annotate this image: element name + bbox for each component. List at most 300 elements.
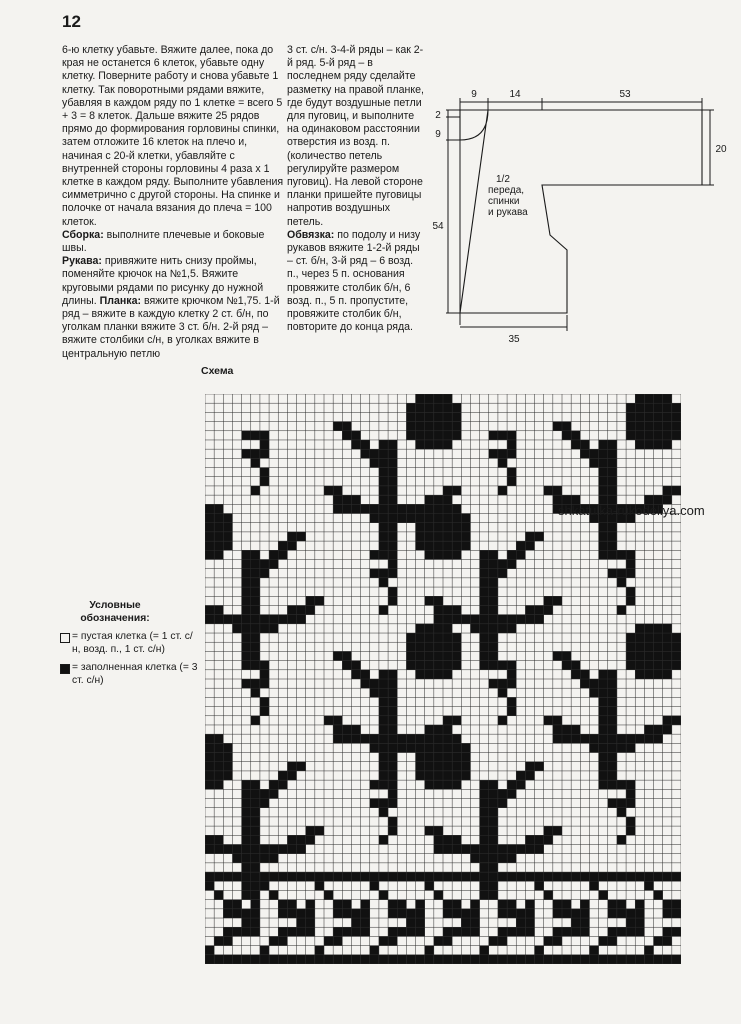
filled-cell bbox=[608, 762, 617, 771]
filled-cell bbox=[361, 504, 370, 513]
filled-cell bbox=[452, 523, 461, 532]
filled-cell bbox=[608, 734, 617, 743]
filled-cell bbox=[333, 422, 342, 431]
filled-cell bbox=[287, 771, 296, 780]
filled-cell bbox=[535, 835, 544, 844]
filled-cell bbox=[535, 844, 544, 853]
filled-cell bbox=[242, 615, 251, 624]
filled-cell bbox=[333, 495, 342, 504]
filled-cell bbox=[214, 780, 223, 789]
filled-cell bbox=[443, 734, 452, 743]
filled-cell bbox=[434, 753, 443, 762]
filled-cell bbox=[498, 854, 507, 863]
filled-cell bbox=[205, 734, 214, 743]
filled-cell bbox=[452, 412, 461, 421]
filled-cell bbox=[388, 550, 397, 559]
filled-cell bbox=[242, 780, 251, 789]
filled-cell bbox=[251, 605, 260, 614]
filled-cell bbox=[672, 403, 681, 412]
filled-cell bbox=[425, 394, 434, 403]
filled-cell bbox=[443, 753, 452, 762]
filled-cell bbox=[251, 890, 260, 899]
filled-cell bbox=[342, 431, 351, 440]
filled-cell bbox=[434, 605, 443, 614]
filled-cell bbox=[608, 780, 617, 789]
filled-cell bbox=[434, 651, 443, 660]
filled-cell bbox=[507, 789, 516, 798]
filled-cell bbox=[260, 559, 269, 568]
text-column-left bbox=[62, 44, 284, 361]
filled-cell bbox=[635, 670, 644, 679]
filled-cell bbox=[333, 936, 342, 945]
filled-cell bbox=[388, 826, 397, 835]
filled-cell bbox=[370, 514, 379, 523]
filled-cell bbox=[379, 743, 388, 752]
filled-cell bbox=[580, 900, 589, 909]
filled-cell bbox=[406, 872, 415, 881]
filled-cell bbox=[626, 431, 635, 440]
filled-cell bbox=[635, 918, 644, 927]
filled-cell bbox=[599, 890, 608, 899]
filled-cell bbox=[489, 615, 498, 624]
filled-cell bbox=[672, 927, 681, 936]
filled-cell bbox=[351, 504, 360, 513]
filled-cell bbox=[278, 771, 287, 780]
filled-cell bbox=[635, 412, 644, 421]
filled-cell bbox=[489, 936, 498, 945]
filled-cell bbox=[599, 743, 608, 752]
filled-cell bbox=[214, 504, 223, 513]
filled-cell bbox=[452, 651, 461, 660]
filled-cell bbox=[663, 394, 672, 403]
filled-cell bbox=[324, 872, 333, 881]
filled-cell bbox=[635, 900, 644, 909]
filled-cell bbox=[251, 716, 260, 725]
filled-cell bbox=[379, 725, 388, 734]
text-column-right bbox=[287, 44, 425, 334]
filled-cell bbox=[498, 559, 507, 568]
filled-cell bbox=[315, 881, 324, 890]
sleeves-text: привяжите нить снизу проймы, поменяйте крючок на №1,5. Вяжите круговыми рядами по рисунку до нужной длины. bbox=[62, 255, 264, 307]
filled-cell bbox=[214, 872, 223, 881]
filled-cell bbox=[635, 403, 644, 412]
filled-cell bbox=[251, 844, 260, 853]
filled-cell bbox=[370, 679, 379, 688]
filled-cell bbox=[306, 927, 315, 936]
filled-cell bbox=[434, 394, 443, 403]
filled-cell bbox=[480, 789, 489, 798]
filled-cell bbox=[644, 872, 653, 881]
filled-cell bbox=[242, 918, 251, 927]
filled-cell bbox=[379, 780, 388, 789]
filled-cell bbox=[571, 440, 580, 449]
filled-cell bbox=[425, 762, 434, 771]
filled-cell bbox=[379, 734, 388, 743]
filled-cell bbox=[489, 881, 498, 890]
filled-cell bbox=[525, 955, 534, 964]
filled-cell bbox=[553, 422, 562, 431]
filled-cell bbox=[425, 514, 434, 523]
filled-cell bbox=[388, 670, 397, 679]
filled-cell bbox=[297, 762, 306, 771]
filled-cell bbox=[260, 946, 269, 955]
filled-cell bbox=[452, 486, 461, 495]
filled-cell bbox=[205, 753, 214, 762]
filled-cell bbox=[287, 835, 296, 844]
filled-cell bbox=[388, 753, 397, 762]
filled-cell bbox=[406, 918, 415, 927]
filled-cell bbox=[663, 412, 672, 421]
filled-cell bbox=[608, 523, 617, 532]
filled-cell bbox=[242, 651, 251, 660]
filled-cell bbox=[580, 927, 589, 936]
filled-cell bbox=[434, 826, 443, 835]
filled-cell bbox=[388, 477, 397, 486]
filled-cell bbox=[324, 486, 333, 495]
filled-cell bbox=[571, 918, 580, 927]
filled-cell bbox=[452, 762, 461, 771]
filled-cell bbox=[351, 440, 360, 449]
filled-cell bbox=[361, 918, 370, 927]
filled-cell bbox=[434, 403, 443, 412]
filled-cell bbox=[397, 504, 406, 513]
filled-cell bbox=[333, 486, 342, 495]
filled-cell bbox=[443, 523, 452, 532]
filled-cell bbox=[379, 936, 388, 945]
filled-cell bbox=[644, 661, 653, 670]
filled-cell bbox=[333, 909, 342, 918]
filled-cell bbox=[672, 651, 681, 660]
filled-cell bbox=[553, 936, 562, 945]
filled-cell bbox=[498, 624, 507, 633]
filled-cell bbox=[388, 514, 397, 523]
filled-cell bbox=[489, 587, 498, 596]
filled-cell bbox=[644, 734, 653, 743]
filled-cell bbox=[278, 541, 287, 550]
filled-cell bbox=[242, 569, 251, 578]
filled-cell bbox=[507, 900, 516, 909]
filled-cell bbox=[269, 615, 278, 624]
filled-cell bbox=[214, 835, 223, 844]
filled-cell bbox=[251, 624, 260, 633]
placket-text: вяжите крючком №1,75. 1-й ряд – вяжите в каждую клетку 2 ст. б/н, по уголкам планки вяжите 3 ст. б/н. 2-й ряд – вяжите столбики с/н, в уголках вяжите в центральную петлю bbox=[62, 294, 280, 360]
filled-cell bbox=[287, 844, 296, 853]
filled-cell bbox=[498, 569, 507, 578]
filled-cell bbox=[626, 872, 635, 881]
filled-cell bbox=[351, 431, 360, 440]
filled-cell bbox=[654, 670, 663, 679]
filled-cell bbox=[644, 440, 653, 449]
filled-cell bbox=[260, 789, 269, 798]
filled-cell bbox=[416, 872, 425, 881]
filled-cell bbox=[232, 927, 241, 936]
filled-cell bbox=[525, 927, 534, 936]
filled-cell bbox=[223, 955, 232, 964]
filled-cell bbox=[416, 771, 425, 780]
filled-cell bbox=[242, 633, 251, 642]
filled-cell bbox=[269, 780, 278, 789]
knitting-chart bbox=[205, 394, 681, 964]
filled-cell bbox=[260, 872, 269, 881]
filled-cell bbox=[461, 615, 470, 624]
filled-cell bbox=[251, 661, 260, 670]
filled-cell bbox=[608, 909, 617, 918]
filled-cell bbox=[242, 679, 251, 688]
filled-cell bbox=[498, 927, 507, 936]
filled-cell bbox=[525, 532, 534, 541]
filled-cell bbox=[269, 789, 278, 798]
filled-cell bbox=[388, 541, 397, 550]
filled-cell bbox=[443, 403, 452, 412]
filled-cell bbox=[287, 900, 296, 909]
dim-neck-back-depth: 2 bbox=[435, 110, 441, 121]
filled-cell bbox=[242, 449, 251, 458]
filled-cell bbox=[452, 900, 461, 909]
filled-cell bbox=[516, 927, 525, 936]
filled-cell bbox=[205, 532, 214, 541]
filled-cell bbox=[507, 670, 516, 679]
filled-cell bbox=[260, 440, 269, 449]
filled-cell bbox=[370, 550, 379, 559]
watermark: shkatulka-rukodeliya.com bbox=[558, 503, 705, 518]
filled-cell bbox=[626, 642, 635, 651]
filled-cell bbox=[361, 955, 370, 964]
filled-cell bbox=[416, 532, 425, 541]
filled-cell bbox=[351, 670, 360, 679]
filled-cell bbox=[672, 431, 681, 440]
filled-cell bbox=[388, 486, 397, 495]
knitting-chart-grid bbox=[205, 394, 681, 964]
filled-cell bbox=[214, 514, 223, 523]
filled-cell bbox=[251, 863, 260, 872]
filled-cell bbox=[452, 661, 461, 670]
filled-cell bbox=[562, 900, 571, 909]
filled-cell bbox=[416, 661, 425, 670]
filled-cell bbox=[589, 872, 598, 881]
filled-cell bbox=[260, 670, 269, 679]
filled-cell bbox=[342, 651, 351, 660]
filled-cell bbox=[608, 569, 617, 578]
filled-cell bbox=[589, 881, 598, 890]
filled-cell bbox=[223, 900, 232, 909]
filled-cell bbox=[644, 670, 653, 679]
filled-cell bbox=[599, 762, 608, 771]
filled-cell bbox=[315, 955, 324, 964]
filled-cell bbox=[663, 909, 672, 918]
filled-cell bbox=[608, 771, 617, 780]
filled-cell bbox=[498, 615, 507, 624]
filled-cell bbox=[608, 468, 617, 477]
filled-cell bbox=[480, 826, 489, 835]
filled-cell bbox=[553, 909, 562, 918]
filled-cell bbox=[535, 615, 544, 624]
filled-cell bbox=[489, 863, 498, 872]
filled-cell bbox=[406, 412, 415, 421]
filled-cell bbox=[654, 651, 663, 660]
filled-cell bbox=[406, 734, 415, 743]
filled-cell bbox=[507, 661, 516, 670]
filled-cell bbox=[416, 394, 425, 403]
filled-cell bbox=[242, 799, 251, 808]
filled-cell bbox=[589, 955, 598, 964]
filled-cell bbox=[663, 725, 672, 734]
filled-cell bbox=[434, 412, 443, 421]
filled-cell bbox=[562, 872, 571, 881]
filled-cell bbox=[562, 431, 571, 440]
filled-cell bbox=[443, 909, 452, 918]
filled-cell bbox=[205, 946, 214, 955]
filled-cell bbox=[388, 468, 397, 477]
filled-cell bbox=[260, 679, 269, 688]
filled-cell bbox=[489, 844, 498, 853]
filled-cell bbox=[644, 725, 653, 734]
filled-cell bbox=[443, 412, 452, 421]
filled-cell bbox=[223, 523, 232, 532]
filled-cell bbox=[324, 936, 333, 945]
filled-cell bbox=[461, 844, 470, 853]
filled-cell bbox=[498, 661, 507, 670]
filled-cell bbox=[388, 734, 397, 743]
filled-cell bbox=[608, 799, 617, 808]
filled-cell bbox=[599, 707, 608, 716]
filled-cell bbox=[489, 835, 498, 844]
filled-cell bbox=[406, 909, 415, 918]
filled-cell bbox=[269, 844, 278, 853]
filled-cell bbox=[416, 743, 425, 752]
filled-cell bbox=[544, 605, 553, 614]
filled-cell bbox=[370, 946, 379, 955]
filled-cell bbox=[480, 835, 489, 844]
filled-cell bbox=[516, 541, 525, 550]
filled-cell bbox=[507, 780, 516, 789]
filled-cell bbox=[306, 955, 315, 964]
filled-cell bbox=[461, 753, 470, 762]
filled-cell bbox=[663, 927, 672, 936]
filled-cell bbox=[351, 909, 360, 918]
filled-cell bbox=[580, 679, 589, 688]
garment-schematic bbox=[430, 85, 730, 345]
filled-cell bbox=[672, 900, 681, 909]
filled-cell bbox=[617, 578, 626, 587]
filled-cell bbox=[608, 743, 617, 752]
filled-cell bbox=[443, 900, 452, 909]
filled-cell bbox=[379, 514, 388, 523]
filled-cell bbox=[434, 523, 443, 532]
filled-cell bbox=[416, 412, 425, 421]
filled-cell bbox=[397, 734, 406, 743]
filled-cell bbox=[461, 523, 470, 532]
filled-cell bbox=[626, 559, 635, 568]
filled-cell bbox=[599, 550, 608, 559]
filled-cell bbox=[608, 688, 617, 697]
dim-shoulder-width: 14 bbox=[509, 89, 521, 100]
filled-cell bbox=[434, 624, 443, 633]
filled-cell bbox=[544, 486, 553, 495]
filled-cell bbox=[425, 642, 434, 651]
filled-cell bbox=[654, 936, 663, 945]
filled-cell bbox=[214, 734, 223, 743]
filled-cell bbox=[242, 863, 251, 872]
filled-cell bbox=[251, 596, 260, 605]
filled-cell bbox=[251, 900, 260, 909]
filled-cell bbox=[223, 844, 232, 853]
page-number: 12 bbox=[62, 12, 81, 31]
filled-cell bbox=[461, 743, 470, 752]
filled-cell bbox=[562, 651, 571, 660]
filled-cell bbox=[388, 743, 397, 752]
filled-cell bbox=[251, 780, 260, 789]
filled-cell bbox=[434, 550, 443, 559]
filled-cell bbox=[434, 734, 443, 743]
filled-cell bbox=[480, 844, 489, 853]
filled-cell bbox=[480, 854, 489, 863]
filled-cell bbox=[672, 642, 681, 651]
filled-cell bbox=[205, 835, 214, 844]
filled-cell bbox=[626, 587, 635, 596]
filled-cell bbox=[535, 605, 544, 614]
filled-cell bbox=[205, 743, 214, 752]
filled-cell bbox=[425, 872, 434, 881]
filled-cell bbox=[333, 651, 342, 660]
filled-cell bbox=[608, 753, 617, 762]
filled-cell bbox=[489, 651, 498, 660]
filled-cell bbox=[223, 532, 232, 541]
filled-cell bbox=[205, 523, 214, 532]
filled-cell bbox=[214, 541, 223, 550]
filled-cell bbox=[333, 872, 342, 881]
filled-cell bbox=[644, 412, 653, 421]
filled-cell bbox=[251, 615, 260, 624]
filled-cell bbox=[599, 753, 608, 762]
filled-cell bbox=[416, 403, 425, 412]
filled-cell bbox=[278, 927, 287, 936]
filled-cell bbox=[452, 844, 461, 853]
filled-cell bbox=[626, 403, 635, 412]
filled-cell bbox=[589, 688, 598, 697]
filled-cell bbox=[379, 835, 388, 844]
filled-cell bbox=[599, 780, 608, 789]
filled-cell bbox=[434, 844, 443, 853]
filled-cell bbox=[251, 569, 260, 578]
filled-cell bbox=[406, 955, 415, 964]
filled-cell bbox=[452, 780, 461, 789]
filled-cell bbox=[388, 532, 397, 541]
filled-cell bbox=[223, 909, 232, 918]
filled-cell bbox=[489, 955, 498, 964]
filled-cell bbox=[443, 486, 452, 495]
filled-cell bbox=[644, 955, 653, 964]
filled-cell bbox=[663, 403, 672, 412]
filled-cell bbox=[251, 826, 260, 835]
filled-cell bbox=[306, 909, 315, 918]
filled-cell bbox=[553, 955, 562, 964]
filled-cell bbox=[251, 789, 260, 798]
schematic-label-line2: переда, bbox=[488, 185, 525, 196]
filled-cell bbox=[342, 661, 351, 670]
filled-cell bbox=[251, 854, 260, 863]
filled-cell bbox=[251, 550, 260, 559]
filled-cell bbox=[416, 422, 425, 431]
filled-cell bbox=[580, 909, 589, 918]
filled-cell bbox=[214, 743, 223, 752]
filled-cell bbox=[333, 504, 342, 513]
filled-cell bbox=[480, 578, 489, 587]
filled-cell bbox=[489, 808, 498, 817]
filled-cell bbox=[434, 440, 443, 449]
filled-cell bbox=[553, 927, 562, 936]
filled-cell bbox=[242, 835, 251, 844]
filled-cell bbox=[617, 569, 626, 578]
